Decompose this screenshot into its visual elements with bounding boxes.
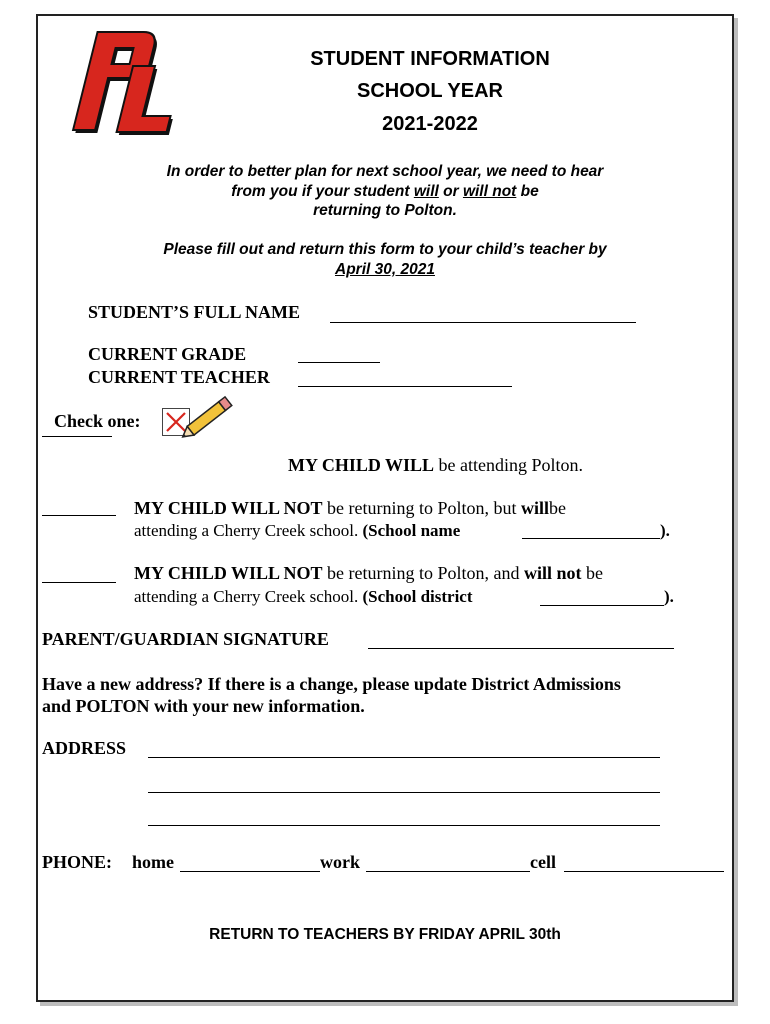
school-name-close: ). xyxy=(660,521,670,540)
form-title-year: 2021-2022 xyxy=(382,113,478,135)
phone-work-field[interactable] xyxy=(366,871,530,872)
intro-line3: returning to Polton. xyxy=(313,202,457,219)
student-name-label: STUDENT’S FULL NAME xyxy=(88,302,301,322)
phone-cell-field[interactable] xyxy=(564,871,724,872)
pencil-icon xyxy=(178,394,240,440)
address-label: ADDRESS xyxy=(42,738,127,758)
address-note-line1: Have a new address? If there is a change, please update District Admissions xyxy=(42,674,621,694)
instruction-text: Please fill out and return this form to your child’s teacher by xyxy=(163,241,607,258)
option-will-text: MY CHILD WILL be attending Polton. xyxy=(288,455,584,475)
option-will-not-2-text-line1: MY CHILD WILL NOT be returning to Polton, and will not be xyxy=(134,563,604,583)
school-name-field[interactable] xyxy=(522,538,660,539)
polton-logo xyxy=(60,22,200,142)
option-will-blank[interactable] xyxy=(42,436,112,437)
check-one-label: Check one: xyxy=(54,411,141,431)
school-district-close: ). xyxy=(664,587,674,606)
option-will-not-cherry-creek-blank[interactable] xyxy=(42,515,116,516)
phone-home-field[interactable] xyxy=(180,871,320,872)
address-line-1[interactable] xyxy=(148,757,660,758)
option-will-not-text-line1: MY CHILD WILL NOT be returning to Polton, but willbe xyxy=(134,498,567,518)
current-teacher-field[interactable] xyxy=(298,386,512,387)
option-will-not-text-line2: attending a Cherry Creek school. (School name xyxy=(134,521,461,540)
option-will-not-other-blank[interactable] xyxy=(42,582,116,583)
form-title-line1: STUDENT INFORMATION xyxy=(310,48,550,70)
phone-home-label: home xyxy=(132,852,174,872)
phone-cell-label: cell xyxy=(530,852,556,872)
address-line-3[interactable] xyxy=(148,825,660,826)
student-name-field[interactable] xyxy=(330,322,636,323)
signature-field[interactable] xyxy=(368,648,674,649)
intro-line2: from you if your student will or will not be xyxy=(231,183,539,200)
deadline-date: April 30, 2021 xyxy=(335,261,435,278)
form-title-line2: SCHOOL YEAR xyxy=(357,80,503,102)
address-line-2[interactable] xyxy=(148,792,660,793)
option-will-not-2-text-line2: attending a Cherry Creek school. (School district xyxy=(134,587,473,606)
school-district-field[interactable] xyxy=(540,605,664,606)
current-teacher-label: CURRENT TEACHER xyxy=(88,367,270,387)
phone-work-label: work xyxy=(320,852,360,872)
current-grade-field[interactable] xyxy=(298,362,380,363)
phone-label: PHONE: xyxy=(42,852,112,872)
current-grade-label: CURRENT GRADE xyxy=(88,344,247,364)
signature-label: PARENT/GUARDIAN SIGNATURE xyxy=(42,629,329,649)
intro-line1: In order to better plan for next school year, we need to hear xyxy=(166,163,604,180)
address-note-line2: and POLTON with your new information. xyxy=(42,696,365,716)
return-note: RETURN TO TEACHERS BY FRIDAY APRIL 30th xyxy=(209,926,561,943)
